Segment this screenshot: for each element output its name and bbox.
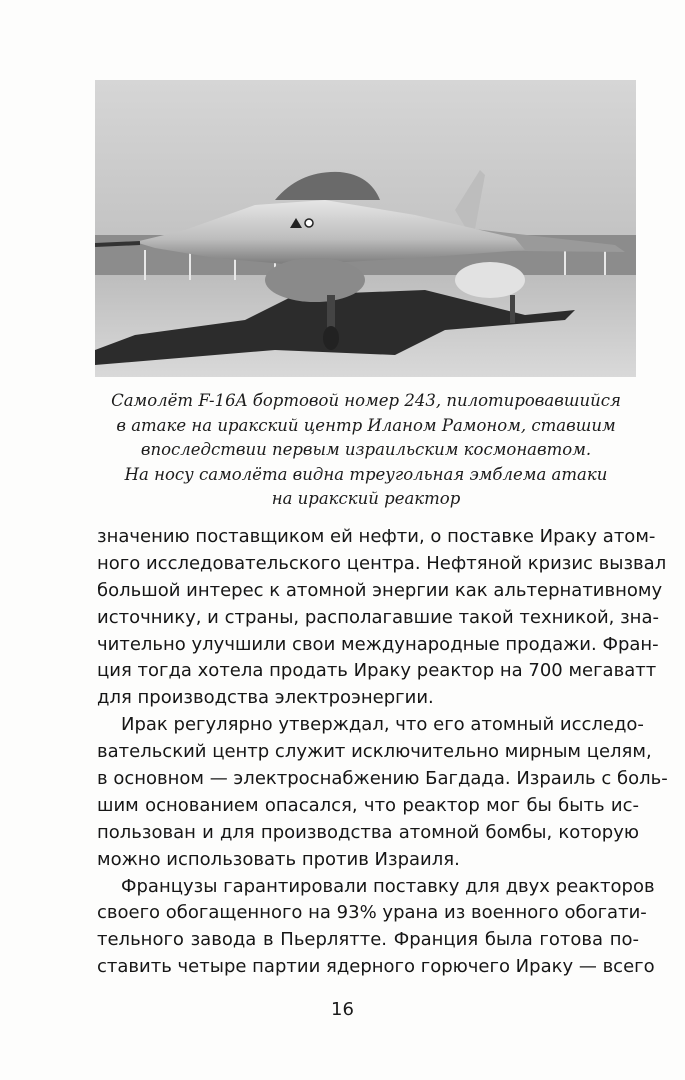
body-text — [97, 524, 668, 981]
text-line: источнику, и страны, располагавшие такой техникой, зна- — [97, 606, 659, 628]
caption-line: в атаке на иракский центр Иланом Рамоном, ставшим — [116, 415, 616, 435]
text-line: пользован и для производства атомной бомбы, которую — [97, 821, 639, 843]
text-line: для производства электроэнергии. — [97, 687, 434, 709]
text-line: чительно улучшили свои международные продажи. Фран- — [97, 633, 659, 655]
text-line: ция тогда хотела продать Ираку реактор на 700 мегаватт — [97, 660, 657, 682]
text-line: шим основанием опасался, что реактор мог бы быть ис- — [97, 794, 639, 816]
text-line: вательский центр служит исключительно мирным целям, — [97, 741, 652, 763]
text-line: Французы гарантировали поставку для двух реакторов — [121, 875, 655, 897]
caption-line: на иракский реактор — [271, 489, 461, 509]
text-line: тельного завода в Пьерлятте. Франция была готова по- — [97, 929, 639, 951]
text-line: можно использовать против Израиля. — [97, 848, 460, 870]
text-line: ного исследовательского центра. Нефтяной кризис вызвал — [97, 552, 667, 574]
text-line: своего обогащенного на 93% урана из военного обогати- — [97, 902, 647, 924]
text-line: в основном — электроснабжению Багдада. Израиль с боль- — [97, 768, 668, 790]
caption-line: На носу самолёта видна треугольная эмблема атаки — [124, 464, 608, 484]
f16-photo — [95, 80, 636, 377]
page-number: 16 — [331, 999, 354, 1020]
caption-line: впоследствии первым израильским космонавтом. — [140, 440, 592, 460]
figure-caption — [96, 389, 636, 512]
text-line: большой интерес к атомной энергии как альтернативному — [97, 579, 663, 601]
caption-line: Самолёт F-16A бортовой номер 243, пилотировавшийся — [111, 391, 621, 410]
text-line: Ирак регулярно утверждал, что его атомный исследо- — [121, 714, 644, 736]
jet-image-icon — [95, 80, 636, 377]
text-line: ставить четыре партии ядерного горючего Ираку — всего — [97, 956, 655, 978]
text-line: значению поставщиком ей нефти, о поставке Ираку атом- — [97, 526, 656, 547]
